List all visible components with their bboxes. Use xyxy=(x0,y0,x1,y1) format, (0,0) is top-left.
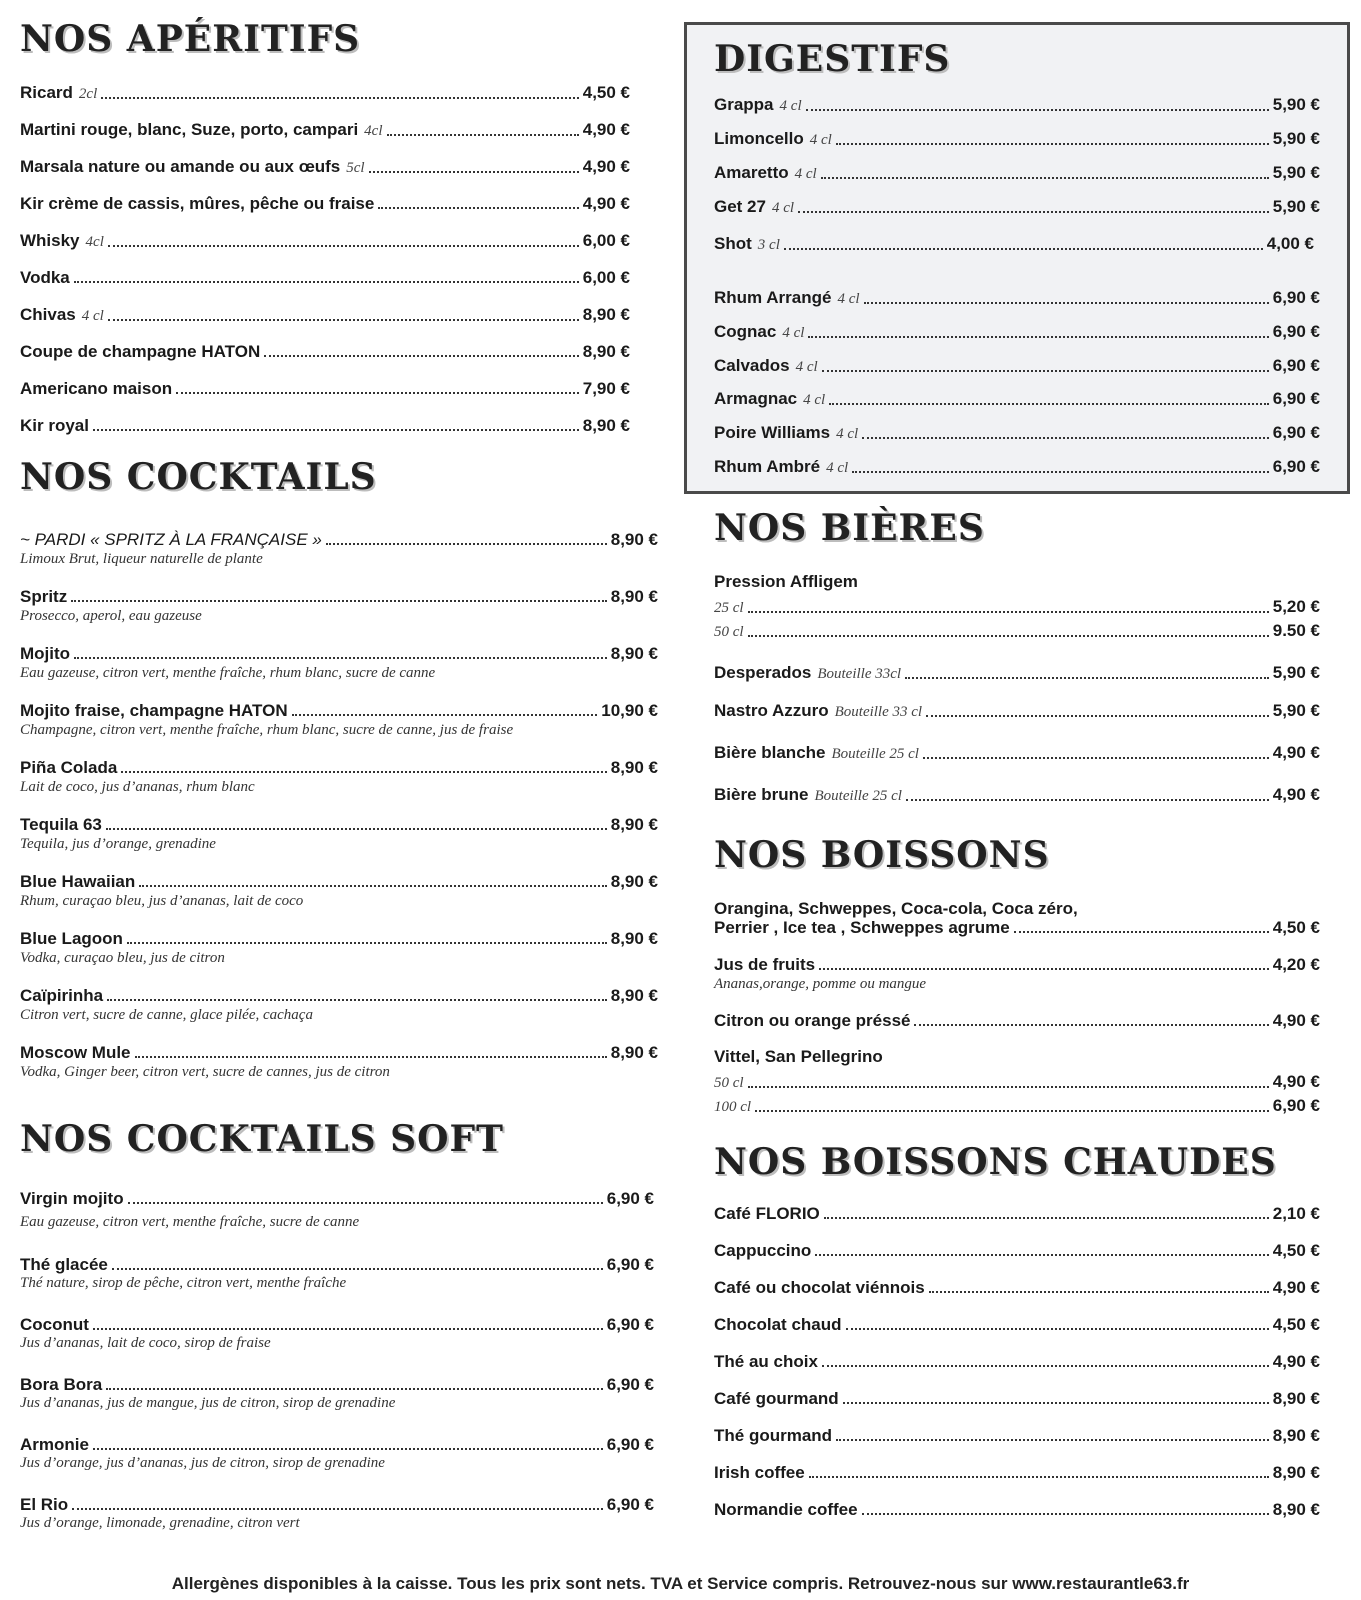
menu-item xyxy=(714,1095,1320,1118)
item-price: 5,90 € xyxy=(1272,129,1320,148)
item-price: 5,90 € xyxy=(1272,197,1320,216)
item-price: 6,00 € xyxy=(582,231,630,250)
menu-item xyxy=(714,1277,1320,1299)
menu-item xyxy=(714,1351,1320,1373)
item-price: 8,90 € xyxy=(582,305,630,324)
item-price: 4,50 € xyxy=(1272,1241,1320,1260)
item-price: 8,90 € xyxy=(1272,1389,1320,1408)
item-name: Rhum Arrangé xyxy=(714,288,832,307)
menu-item xyxy=(20,230,630,253)
item-description: Champagne, citron vert, menthe fraîche, rhum blanc, sucre de canne, jus de fraise xyxy=(20,722,514,738)
item-price: 4,50 € xyxy=(1272,918,1320,937)
item-volume: 3 cl xyxy=(757,237,780,253)
item-price: 4,90 € xyxy=(1272,1278,1320,1297)
item-description: Eau gazeuse, citron vert, menthe fraîche, rhum blanc, sucre de canne xyxy=(20,665,436,681)
item-name: Whisky xyxy=(20,231,80,250)
item-price: 6,90 € xyxy=(606,1189,654,1208)
item-name: Amaretto xyxy=(714,163,789,182)
menu-item xyxy=(714,94,1320,117)
item-name: Virgin mojito xyxy=(20,1189,124,1208)
item-price: 9.50 € xyxy=(1272,621,1320,640)
menu-item xyxy=(20,586,658,608)
item-name: Kir crème de cassis, mûres, pêche ou fraise xyxy=(20,194,375,213)
item-price: 8,90 € xyxy=(610,587,658,606)
item-name: Normandie coffee xyxy=(714,1500,858,1519)
item-price: 6,90 € xyxy=(1272,423,1320,442)
item-name: Martini rouge, blanc, Suze, porto, campari xyxy=(20,120,359,139)
item-price: 6,90 € xyxy=(1272,1096,1320,1115)
item-description: Rhum, curaçao bleu, jus d’ananas, lait de coco xyxy=(20,893,304,909)
item-name: Irish coffee xyxy=(714,1463,805,1482)
item-name: Mojito xyxy=(20,644,71,663)
item-price: 10,90 € xyxy=(601,701,658,720)
item-name: Armagnac xyxy=(714,389,798,408)
item-price: 6,90 € xyxy=(606,1435,654,1454)
item-price: 4,90 € xyxy=(1272,785,1320,804)
item-name: Pression Affligem xyxy=(714,572,858,591)
menu-item xyxy=(714,456,1320,479)
item-description: Citron vert, sucre de canne, glace pilée, cachaça xyxy=(20,1007,313,1023)
menu-item xyxy=(714,917,1320,939)
menu-item xyxy=(714,596,1320,619)
item-name: Nastro Azzuro xyxy=(714,701,829,720)
menu-item xyxy=(714,162,1320,185)
item-volume: 4 cl xyxy=(809,132,832,148)
menu-item xyxy=(20,529,658,551)
menu-item xyxy=(20,1374,654,1396)
footer-note: Allergènes disponibles à la caisse. Tous les prix sont nets. TVA et Service compris. Retrouvez-nous sur www.restaurantle63.fr xyxy=(171,1574,1190,1593)
menu-item xyxy=(714,1499,1320,1521)
item-name: Chivas xyxy=(20,305,76,324)
menu-item xyxy=(714,954,1320,976)
section-title-boissons-chaudes: NOS BOISSONS CHAUDES xyxy=(714,1141,1277,1183)
item-price: 6,90 € xyxy=(1272,389,1320,408)
item-volume: 5cl xyxy=(346,160,365,176)
menu-item xyxy=(20,928,658,950)
menu-item xyxy=(714,196,1320,219)
section-title-aperitifs: NOS APÉRITIFS xyxy=(20,18,361,60)
item-price: 4,90 € xyxy=(582,120,630,139)
item-price: 6,90 € xyxy=(1272,322,1320,341)
item-name: Bière brune xyxy=(714,785,809,804)
item-description: Prosecco, aperol, eau gazeuse xyxy=(20,608,202,624)
item-name: Blue Lagoon xyxy=(20,929,123,948)
item-volume: Bouteille 25 cl xyxy=(831,746,919,762)
item-price: 8,90 € xyxy=(610,872,658,891)
item-description: Jus d’orange, jus d’ananas, jus de citron, sirop de grenadine xyxy=(20,1455,385,1471)
item-price: 5,90 € xyxy=(1272,701,1320,720)
menu-item xyxy=(20,415,630,437)
item-name: Bière blanche xyxy=(714,743,826,762)
menu-item xyxy=(20,1434,654,1456)
item-price: 4,90 € xyxy=(1272,743,1320,762)
item-description: Vodka, Ginger beer, citron vert, sucre de cannes, jus de citron xyxy=(20,1064,390,1080)
item-volume: 100 cl xyxy=(714,1099,752,1115)
item-name: Chocolat chaud xyxy=(714,1315,842,1334)
item-volume: 25 cl xyxy=(714,600,744,616)
item-volume: 4cl xyxy=(85,234,104,250)
menu-item xyxy=(20,700,658,722)
item-price: 6,90 € xyxy=(1272,288,1320,307)
item-price: 7,90 € xyxy=(582,379,630,398)
item-volume: 4 cl xyxy=(826,460,849,476)
item-name: Shot xyxy=(714,234,752,253)
item-price: 6,00 € xyxy=(582,268,630,287)
item-name: Coconut xyxy=(20,1315,89,1334)
item-price: 4,50 € xyxy=(582,83,630,102)
item-volume: 4 cl xyxy=(837,291,860,307)
menu-item xyxy=(714,1425,1320,1447)
item-name: Desperados xyxy=(714,663,812,682)
section-title-boissons: NOS BOISSONS xyxy=(714,834,1050,876)
item-volume: 4 cl xyxy=(782,325,805,341)
item-name: Caïpirinha xyxy=(20,986,104,1005)
section-title-digestifs: DIGESTIFS xyxy=(714,38,951,80)
menu-item xyxy=(714,784,1320,807)
item-name: Coupe de champagne HATON xyxy=(20,342,261,361)
item-volume: 4 cl xyxy=(779,98,802,114)
menu-item xyxy=(20,1188,654,1210)
menu-item xyxy=(20,341,630,363)
menu-item xyxy=(714,287,1320,310)
item-name: Mojito fraise, champagne HATON xyxy=(20,701,288,720)
item-description: Vodka, curaçao bleu, jus de citron xyxy=(20,950,225,966)
item-price: 2,10 € xyxy=(1272,1204,1320,1223)
item-price: 5,90 € xyxy=(1272,163,1320,182)
item-name: Get 27 xyxy=(714,197,766,216)
item-description: Jus d’ananas, jus de mangue, jus de citron, sirop de grenadine xyxy=(20,1395,396,1411)
item-price: 6,90 € xyxy=(1272,457,1320,476)
item-volume: 50 cl xyxy=(714,1075,744,1091)
item-description: Limoux Brut, liqueur naturelle de plante xyxy=(20,551,263,567)
item-name: Thé glacée xyxy=(20,1255,108,1274)
item-price: 4,90 € xyxy=(582,194,630,213)
section-title-cocktails: NOS COCKTAILS xyxy=(20,456,377,498)
item-name: Americano maison xyxy=(20,379,173,398)
item-name: Moscow Mule xyxy=(20,1043,131,1062)
menu-item xyxy=(20,814,658,836)
menu-item xyxy=(714,620,1320,643)
menu-item xyxy=(20,1042,658,1064)
item-volume: Bouteille 33 cl xyxy=(834,704,923,720)
item-price: 8,90 € xyxy=(582,342,630,361)
item-price: 8,90 € xyxy=(610,1043,658,1062)
item-price: 8,90 € xyxy=(610,530,658,549)
item-name: Kir royal xyxy=(20,416,89,435)
item-description: Lait de coco, jus d’ananas, rhum blanc xyxy=(20,779,255,795)
item-price: 4,50 € xyxy=(1272,1315,1320,1334)
item-volume: 4 cl xyxy=(803,392,826,408)
item-name: Vodka xyxy=(20,268,70,287)
menu-item xyxy=(714,1071,1320,1094)
item-volume: 4 cl xyxy=(795,359,818,375)
item-name: Spritz xyxy=(20,587,68,606)
item-description: Jus d’orange, limonade, grenadine, citron vert xyxy=(20,1515,300,1531)
item-name: Armonie xyxy=(20,1435,89,1454)
item-price: 4,90 € xyxy=(1272,1072,1320,1091)
item-price: 5,90 € xyxy=(1272,663,1320,682)
item-name: Limoncello xyxy=(714,129,804,148)
item-description: Jus d’ananas, lait de coco, sirop de fraise xyxy=(20,1335,271,1351)
menu-item xyxy=(20,119,630,142)
item-name: Vittel, San Pellegrino xyxy=(714,1047,883,1066)
item-price: 4,20 € xyxy=(1272,955,1320,974)
section-title-cocktails-soft: NOS COCKTAILS SOFT xyxy=(20,1118,504,1160)
item-price: 5,20 € xyxy=(1272,597,1320,616)
item-description: Ananas,orange, pomme ou mangue xyxy=(714,976,927,992)
item-volume: 4cl xyxy=(364,123,383,139)
menu-item xyxy=(20,757,658,779)
item-price: 8,90 € xyxy=(610,644,658,663)
item-name: Cappuccino xyxy=(714,1241,812,1260)
item-name: El Rio xyxy=(20,1495,69,1514)
menu-item xyxy=(714,233,1314,256)
menu-item xyxy=(714,321,1320,344)
menu-item xyxy=(714,388,1320,411)
menu-item xyxy=(714,700,1320,723)
item-name: ~ PARDI « SPRITZ À LA FRANÇAISE » xyxy=(20,530,322,549)
menu-item xyxy=(714,128,1320,151)
item-price: 8,90 € xyxy=(1272,1426,1320,1445)
menu-item xyxy=(20,378,630,400)
item-name: Café gourmand xyxy=(714,1389,839,1408)
item-volume: Bouteille 25 cl xyxy=(814,788,902,804)
item-price: 8,90 € xyxy=(610,986,658,1005)
item-name: Grappa xyxy=(714,95,774,114)
item-name: Café FLORIO xyxy=(714,1204,820,1223)
item-volume: 2cl xyxy=(78,86,98,102)
item-name: Blue Hawaiian xyxy=(20,872,136,891)
menu-item xyxy=(20,1314,654,1336)
item-name: Rhum Ambré xyxy=(714,457,821,476)
item-name: Citron ou orange préssé xyxy=(714,1011,911,1030)
item-price: 4,00 € xyxy=(1266,234,1314,253)
menu-item xyxy=(20,82,630,105)
item-price: 8,90 € xyxy=(1272,1463,1320,1482)
item-name: Orangina, Schweppes, Coca-cola, Coca zéro, xyxy=(714,899,1078,918)
item-volume: Bouteille 33cl xyxy=(817,666,902,682)
menu-item xyxy=(20,1254,654,1276)
menu-item xyxy=(714,1314,1320,1336)
item-price: 6,90 € xyxy=(1272,356,1320,375)
item-name: Perrier , Ice tea , Schweppes agrume xyxy=(714,918,1010,937)
item-name: Calvados xyxy=(714,356,790,375)
item-description: Eau gazeuse, citron vert, menthe fraîche, sucre de canne xyxy=(20,1214,360,1230)
item-price: 8,90 € xyxy=(1272,1500,1320,1519)
menu-item xyxy=(20,267,630,289)
item-volume: 4 cl xyxy=(771,200,795,216)
item-description: Thé nature, sirop de pêche, citron vert, menthe fraîche xyxy=(20,1275,347,1291)
item-name: Tequila 63 xyxy=(20,815,102,834)
menu-item xyxy=(20,985,658,1007)
menu-item xyxy=(714,1203,1320,1225)
item-price: 8,90 € xyxy=(610,929,658,948)
menu-item xyxy=(714,662,1320,685)
item-price: 8,90 € xyxy=(610,815,658,834)
menu-item xyxy=(714,355,1320,378)
item-price: 6,90 € xyxy=(606,1315,654,1334)
item-name: Ricard xyxy=(20,83,73,102)
item-name: Cognac xyxy=(714,322,777,341)
item-volume: 4 cl xyxy=(81,308,104,324)
item-price: 4,90 € xyxy=(1272,1352,1320,1371)
menu-item xyxy=(714,422,1320,445)
item-price: 6,90 € xyxy=(606,1255,654,1274)
item-name: Poire Williams xyxy=(714,423,831,442)
item-volume: 4 cl xyxy=(836,426,859,442)
item-name: Piña Colada xyxy=(20,758,118,777)
item-price: 8,90 € xyxy=(582,416,630,435)
item-name: Thé gourmand xyxy=(714,1426,833,1445)
menu-item xyxy=(20,193,630,215)
menu-item xyxy=(714,1240,1320,1262)
menu-item xyxy=(20,1494,654,1516)
item-name: Jus de fruits xyxy=(714,955,816,974)
item-price: 5,90 € xyxy=(1272,95,1320,114)
menu-item xyxy=(714,742,1320,765)
section-title-bieres: NOS BIÈRES xyxy=(714,507,985,549)
item-volume: 50 cl xyxy=(714,624,744,640)
item-volume: 4 cl xyxy=(794,166,817,182)
item-name: Marsala nature ou amande ou aux œufs xyxy=(20,157,341,176)
item-price: 6,90 € xyxy=(606,1495,654,1514)
menu-item xyxy=(20,304,630,327)
menu-item xyxy=(20,156,630,179)
item-price: 6,90 € xyxy=(606,1375,654,1394)
menu-item xyxy=(714,1010,1320,1032)
item-price: 4,90 € xyxy=(582,157,630,176)
item-name: Café ou chocolat viénnois xyxy=(714,1278,925,1297)
menu-item xyxy=(714,1388,1320,1410)
menu-item xyxy=(20,643,658,665)
item-name: Bora Bora xyxy=(20,1375,103,1394)
menu-item xyxy=(714,1462,1320,1484)
item-name: Thé au choix xyxy=(714,1352,818,1371)
item-price: 8,90 € xyxy=(610,758,658,777)
item-price: 4,90 € xyxy=(1272,1011,1320,1030)
menu-item xyxy=(20,871,658,893)
item-description: Tequila, jus d’orange, grenadine xyxy=(20,836,216,852)
